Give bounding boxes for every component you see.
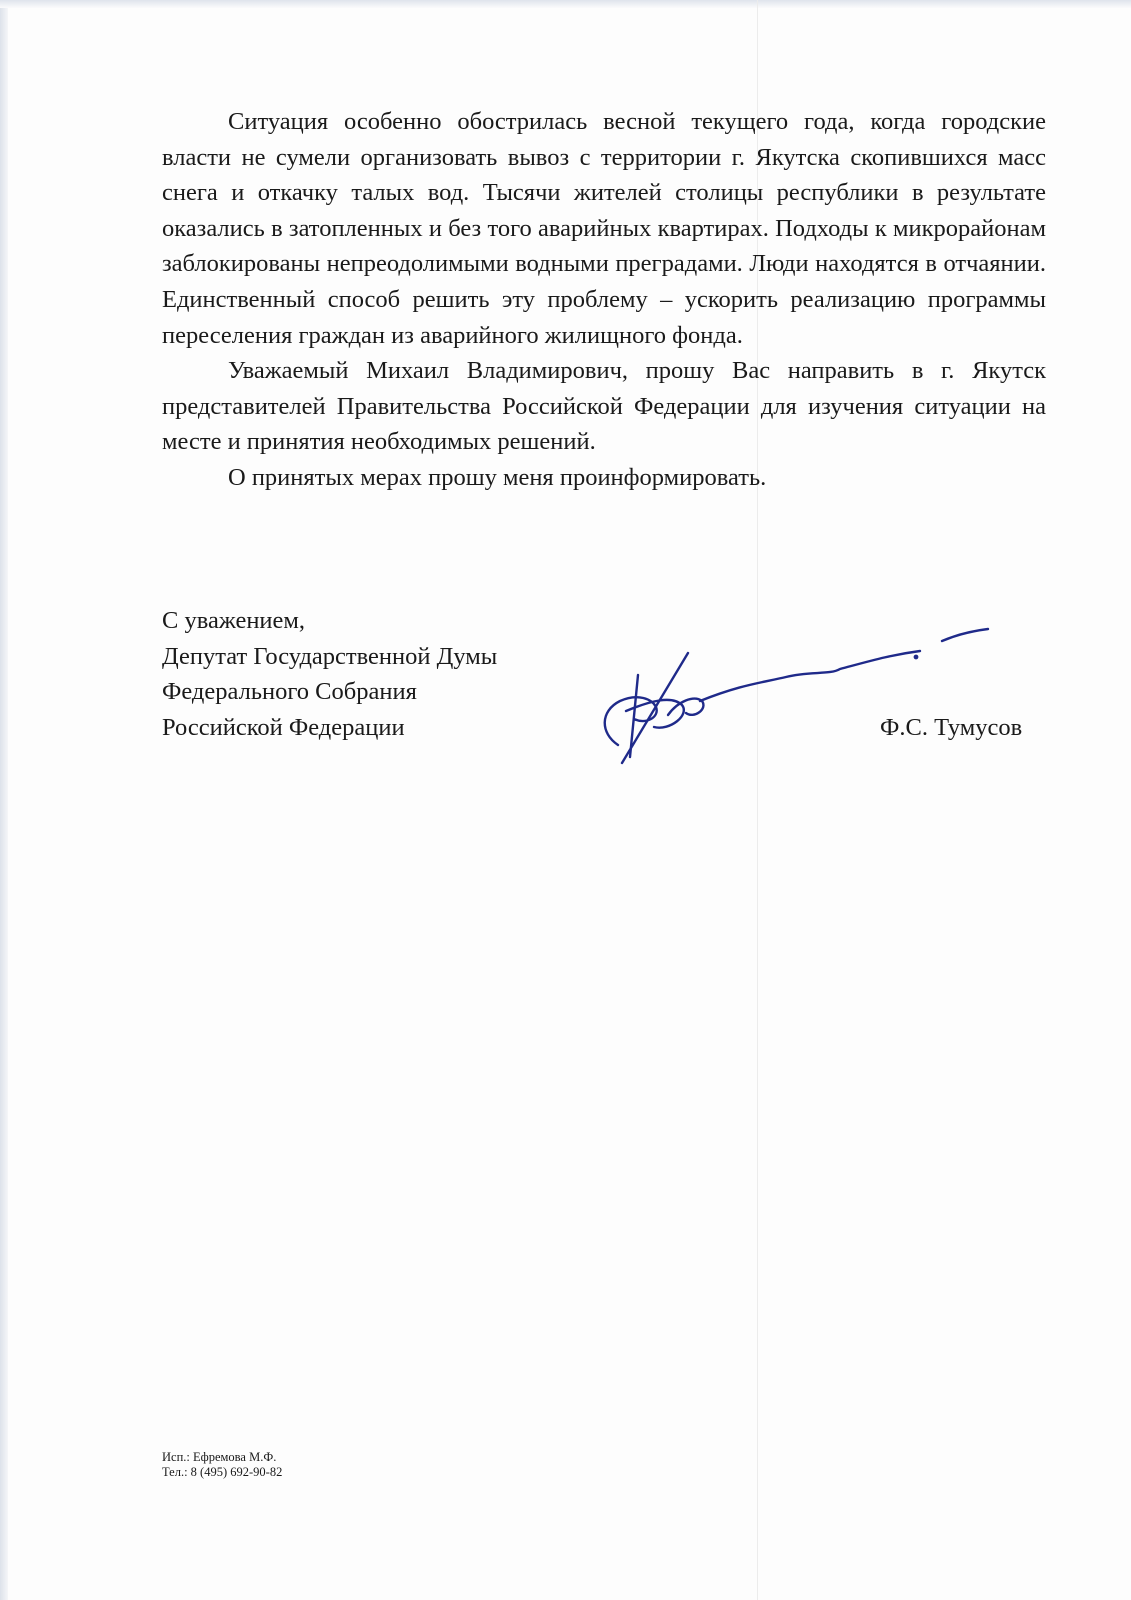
scan-edge [0, 0, 8, 1600]
letter-body [162, 104, 1046, 496]
closing-block [162, 603, 497, 745]
executor-phone: Тел.: 8 (495) 692-90-82 [162, 1465, 283, 1479]
executor-info [162, 1450, 282, 1480]
paragraph-situation: Ситуация особенно обострилась весной текущего года, когда городские власти не сумели организовать вывоз с территории г. Якутска скопившихся масс снега и откачку талых вод. Тысячи жителей столицы республики в результате оказались в затопленных и без того аварийных квартирах. Подходы к микрорайонам заблокированы непреодолимыми водными преградами. Люди находятся в отчаянии. Единственный способ решить эту проблему – ускорить реализацию программы переселения граждан из аварийного жилищного фонда. [162, 108, 1046, 349]
paragraph-request: Уважаемый Михаил Владимирович, прошу Вас направить в г. Якутск представителей Правительства Российской Федерации для изучения ситуации на месте и принятия необходимых решений. [162, 357, 1046, 456]
signer-title-line: Депутат Государственной Думы [162, 642, 498, 670]
signer-title-line: Российской Федерации [162, 713, 405, 741]
paragraph-inform: О принятых мерах прошу меня проинформировать. [228, 463, 767, 491]
scan-edge-top [0, 0, 1131, 8]
salutation: С уважением, [162, 607, 306, 634]
signer-title-line: Федерального Собрания [162, 678, 417, 706]
signer-name: Ф.С. Тумусов [880, 714, 1023, 741]
executor-name: Исп.: Ефремова М.Ф. [162, 1450, 277, 1464]
